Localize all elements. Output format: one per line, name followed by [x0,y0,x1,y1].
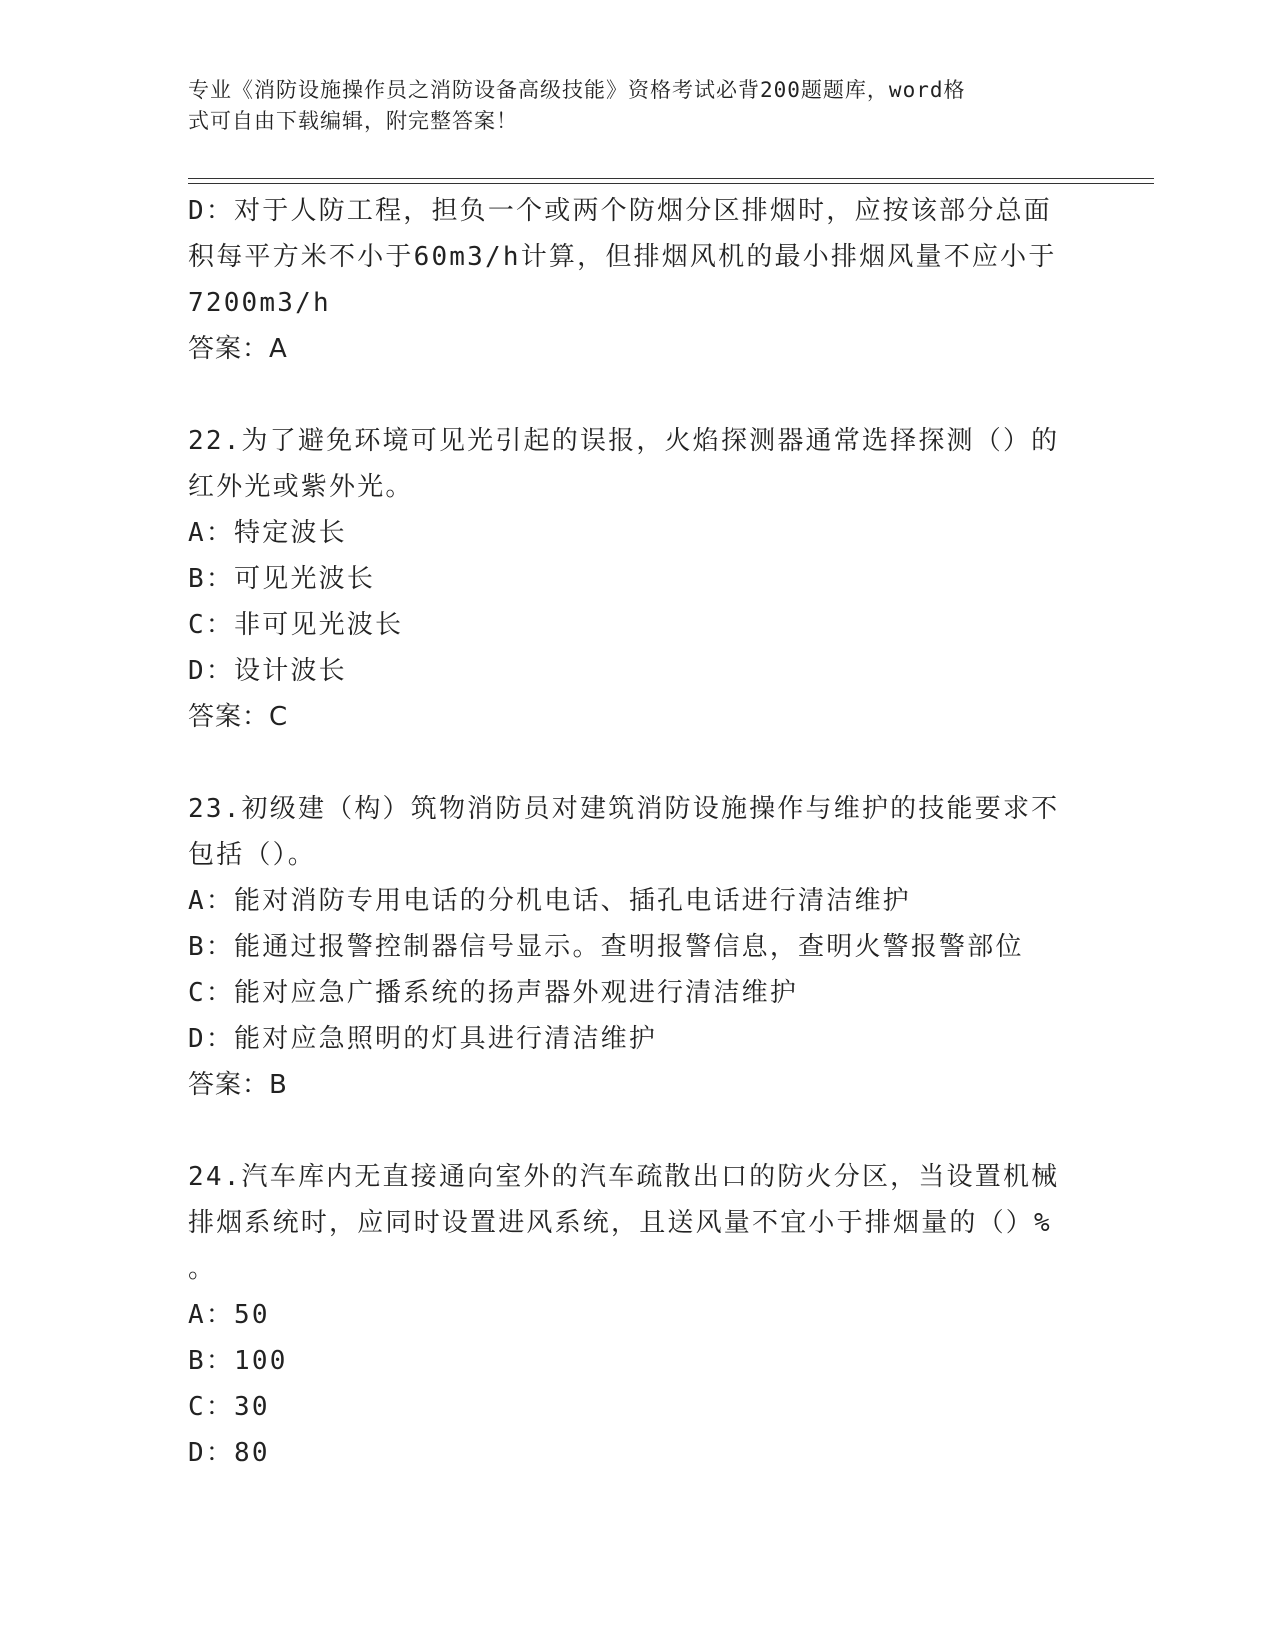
question-stem-line-2: 红外光或紫外光。 [188,472,414,502]
option-b: B：可见光波长 [188,564,376,594]
question-list [188,188,1078,1476]
question-stem-line-1: 23.初级建（构）筑物消防员对建筑消防设施操作与维护的技能要求不 [188,794,1060,824]
question-stem-line-1: 24.汽车库内无直接通向室外的汽车疏散出口的防火分区，当设置机械 [188,1162,1060,1192]
question-24 [188,1154,1078,1476]
answer: 答案：B [188,1070,288,1100]
option-b: B：能通过报警控制器信号显示。查明报警信息，查明火警报警部位 [188,932,1024,962]
header-line-2: 式可自由下载编辑，附完整答案！ [188,109,518,133]
question-23 [188,786,1078,1108]
option-c: C：30 [188,1392,270,1422]
option-d-line-3: 7200m3/h [188,288,331,318]
option-d-line-2: 积每平方米不小于60m3/h计算，但排烟风机的最小排烟风量不应小于 [188,242,1057,272]
header-divider-top [188,178,1154,179]
option-d: D：80 [188,1438,270,1468]
answer: 答案：C [188,702,289,732]
question-stem-line-2: 排烟系统时，应同时设置进风系统，且送风量不宜小于排烟量的（）% [188,1208,1052,1238]
answer: 答案：A [188,334,288,364]
question-stem-line-1: 22.为了避免环境可见光引起的误报，火焰探测器通常选择探测（）的 [188,426,1060,456]
question-21-tail [188,188,1078,372]
option-d: D：设计波长 [188,656,347,686]
option-c: C：非可见光波长 [188,610,404,640]
question-22 [188,418,1078,740]
document-header [188,75,1068,137]
option-b: B：100 [188,1346,288,1376]
question-stem-line-2: 包括（）。 [188,840,317,870]
option-d-line-1: D：对于人防工程，担负一个或两个防烟分区排烟时，应按该部分总面 [188,196,1052,226]
option-d: D：能对应急照明的灯具进行清洁维护 [188,1024,658,1054]
option-a: A：特定波长 [188,518,347,548]
option-a: A：50 [188,1300,270,1330]
header-line-1: 专业《消防设施操作员之消防设备高级技能》资格考试必背200题题库，word格 [188,78,966,102]
question-stem-line-3: 。 [188,1254,217,1284]
option-a: A：能对消防专用电话的分机电话、插孔电话进行清洁维护 [188,886,911,916]
header-divider-bottom [188,183,1154,184]
option-c: C：能对应急广播系统的扬声器外观进行清洁维护 [188,978,799,1008]
